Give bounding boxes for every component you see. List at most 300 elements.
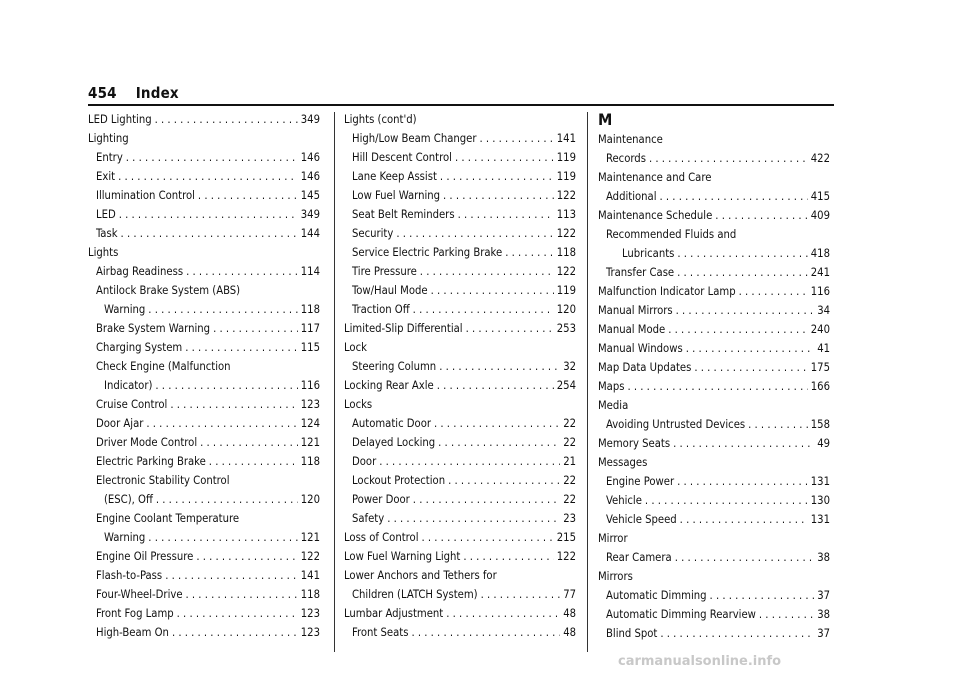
index-entry — [88, 205, 320, 224]
dot-leader — [186, 585, 298, 604]
dot-leader — [126, 148, 298, 167]
dot-leader — [694, 358, 807, 377]
index-column-1 — [88, 110, 320, 642]
entry-label: Warning — [104, 303, 146, 316]
page-ref: 215 — [556, 531, 576, 544]
page-ref: 144 — [300, 227, 320, 240]
index-entry — [344, 281, 576, 300]
index-heading — [344, 566, 576, 585]
index-entry — [598, 510, 830, 529]
entry-label: Illumination Control — [96, 189, 195, 202]
index-entry — [88, 414, 320, 433]
entry-label: Memory Seats — [598, 437, 671, 450]
dot-leader — [660, 187, 808, 206]
index-entry — [598, 472, 830, 491]
page-ref: 113 — [556, 208, 576, 221]
page-ref: 116 — [810, 285, 830, 298]
index-entry — [598, 415, 830, 434]
page-ref: 130 — [810, 494, 830, 507]
index-entry — [88, 110, 320, 129]
index-heading — [598, 567, 830, 586]
page-ref: 37 — [817, 589, 830, 602]
dot-leader — [198, 186, 298, 205]
page-ref: 116 — [300, 379, 320, 392]
entry-label: Low Fuel Warning — [352, 189, 441, 202]
index-entry — [598, 339, 830, 358]
column-divider — [334, 112, 335, 652]
dot-leader — [148, 300, 297, 319]
dot-leader — [379, 452, 560, 471]
entry-label: Charging System — [96, 341, 183, 354]
entry-label: Recommended Fluids and — [606, 228, 737, 241]
entry-label: Task — [96, 227, 118, 240]
index-entry — [344, 205, 576, 224]
index-entry — [88, 186, 320, 205]
entry-label: Door — [352, 455, 377, 468]
page-ref: 38 — [817, 608, 830, 621]
page-ref: 123 — [300, 626, 320, 639]
dot-leader — [440, 167, 554, 186]
index-entry — [344, 414, 576, 433]
index-entry — [598, 244, 830, 263]
page-ref: 121 — [300, 531, 320, 544]
index-entry — [598, 605, 830, 624]
index-entry — [88, 547, 320, 566]
index-entry — [344, 471, 576, 490]
entry-label: Driver Mode Control — [96, 436, 198, 449]
index-heading — [344, 338, 576, 357]
page-ref: 119 — [556, 170, 576, 183]
index-entry — [598, 301, 830, 320]
entry-label: Lights (cont'd) — [344, 113, 417, 126]
index-entry — [88, 338, 320, 357]
dot-leader — [677, 472, 808, 491]
entry-label: Flash-to-Pass — [96, 569, 163, 582]
dot-leader — [413, 300, 554, 319]
watermark: carmanualsonline.info — [618, 654, 782, 669]
entry-label: Messages — [598, 456, 648, 469]
dot-leader — [686, 339, 815, 358]
dot-leader — [420, 262, 554, 281]
index-entry — [88, 262, 320, 281]
entry-label: (ESC), Off — [104, 493, 153, 506]
index-entry — [344, 433, 576, 452]
page-ref: 49 — [817, 437, 830, 450]
entry-label: Cruise Control — [96, 398, 168, 411]
page-ref: 119 — [556, 284, 576, 297]
dot-leader — [177, 604, 298, 623]
dot-leader — [479, 129, 553, 148]
dot-leader — [413, 490, 560, 509]
dot-leader — [165, 566, 298, 585]
index-entry — [598, 548, 830, 567]
index-entry — [344, 186, 576, 205]
entry-label: LED Lighting — [88, 113, 152, 126]
dot-leader — [446, 604, 560, 623]
index-entry — [88, 585, 320, 604]
page-ref: 48 — [563, 626, 576, 639]
page-ref: 241 — [810, 266, 830, 279]
dot-leader — [422, 528, 554, 547]
dot-leader — [481, 585, 561, 604]
index-entry — [88, 319, 320, 338]
dot-leader — [458, 205, 554, 224]
index-entry — [598, 282, 830, 301]
page-ref: 131 — [810, 513, 830, 526]
dot-leader — [411, 623, 560, 642]
index-entry — [88, 623, 320, 642]
dot-leader — [185, 338, 298, 357]
dot-leader — [443, 186, 554, 205]
entry-label: Automatic Door — [352, 417, 432, 430]
index-entry — [344, 528, 576, 547]
page-ref: 118 — [300, 588, 320, 601]
index-heading — [598, 225, 830, 244]
dot-leader — [628, 377, 808, 396]
entry-label: Front Seats — [352, 626, 409, 639]
entry-label: Malfunction Indicator Lamp — [598, 285, 736, 298]
page-ref: 23 — [563, 512, 576, 525]
dot-leader — [119, 205, 298, 224]
page-ref: 145 — [300, 189, 320, 202]
index-entry — [344, 585, 576, 604]
index-entry — [344, 262, 576, 281]
index-entry — [88, 452, 320, 471]
index-entry — [344, 224, 576, 243]
page-ref: 141 — [556, 132, 576, 145]
index-entry — [598, 263, 830, 282]
index-entry — [598, 624, 830, 643]
dot-leader — [396, 224, 553, 243]
entry-label: Maintenance — [598, 133, 663, 146]
page-number: 454 — [88, 84, 117, 102]
page-ref: 120 — [300, 493, 320, 506]
index-entry — [344, 490, 576, 509]
dot-leader — [748, 415, 808, 434]
dot-leader — [677, 244, 807, 263]
index-entry — [88, 490, 320, 509]
index-entry — [598, 187, 830, 206]
entry-label: Tow/Haul Mode — [352, 284, 428, 297]
index-entry — [598, 434, 830, 453]
index-heading — [88, 509, 320, 528]
entry-label: Manual Mirrors — [598, 304, 673, 317]
index-entry — [344, 547, 576, 566]
entry-label: Maintenance and Care — [598, 171, 712, 184]
dot-leader — [660, 624, 814, 643]
index-heading — [598, 130, 830, 149]
page-ref: 115 — [300, 341, 320, 354]
page-ref: 122 — [556, 265, 576, 278]
column-divider — [587, 112, 588, 652]
entry-label: Locks — [344, 398, 373, 411]
dot-leader — [118, 167, 298, 186]
index-entry — [344, 357, 576, 376]
entry-label: Vehicle — [606, 494, 642, 507]
page-ref: 146 — [300, 170, 320, 183]
entry-label: Automatic Dimming — [606, 589, 707, 602]
dot-leader — [437, 376, 554, 395]
dot-leader — [466, 319, 554, 338]
dot-leader — [170, 395, 297, 414]
page-ref: 254 — [556, 379, 576, 392]
index-entry — [88, 148, 320, 167]
dot-leader — [387, 509, 560, 528]
index-heading — [88, 281, 320, 300]
page-header — [88, 84, 179, 102]
index-entry — [88, 433, 320, 452]
index-entry — [598, 358, 830, 377]
entry-label: Four-Wheel-Drive — [96, 588, 183, 601]
dot-leader — [434, 414, 560, 433]
dot-leader — [448, 471, 560, 490]
index-heading — [598, 453, 830, 472]
page-ref: 146 — [300, 151, 320, 164]
entry-label: Service Electric Parking Brake — [352, 246, 503, 259]
entry-label: Tire Pressure — [352, 265, 417, 278]
entry-label: Avoiding Untrusted Devices — [606, 418, 746, 431]
entry-label: Hill Descent Control — [352, 151, 452, 164]
page-ref: 253 — [556, 322, 576, 335]
dot-leader — [439, 357, 560, 376]
dot-leader — [505, 243, 554, 262]
dot-leader — [645, 491, 808, 510]
dot-leader — [146, 414, 297, 433]
entry-label: Manual Mode — [598, 323, 666, 336]
index-entry — [598, 377, 830, 396]
entry-label: Vehicle Speed — [606, 513, 677, 526]
index-heading — [598, 529, 830, 548]
index-entry — [344, 623, 576, 642]
dot-leader — [155, 110, 298, 129]
dot-leader — [148, 528, 297, 547]
entry-label: Security — [352, 227, 394, 240]
page-ref: 141 — [300, 569, 320, 582]
entry-label: Seat Belt Reminders — [352, 208, 455, 221]
entry-label: Engine Power — [606, 475, 675, 488]
index-entry — [344, 148, 576, 167]
index-entry — [344, 319, 576, 338]
entry-label: Door Ajar — [96, 417, 144, 430]
entry-label: Airbag Readiness — [96, 265, 184, 278]
page-ref: 119 — [556, 151, 576, 164]
page-ref: 175 — [810, 361, 830, 374]
dot-leader — [668, 320, 808, 339]
index-entry — [88, 167, 320, 186]
index-heading — [88, 357, 320, 376]
dot-leader — [759, 605, 814, 624]
entry-label: Records — [606, 152, 646, 165]
dot-leader — [172, 623, 298, 642]
index-entry — [344, 129, 576, 148]
page-ref: 158 — [810, 418, 830, 431]
page-ref: 122 — [556, 189, 576, 202]
dot-leader — [455, 148, 554, 167]
page-ref: 118 — [300, 303, 320, 316]
index-entry — [344, 509, 576, 528]
page-ref: 124 — [300, 417, 320, 430]
entry-label: Automatic Dimming Rearview — [606, 608, 756, 621]
entry-label: Media — [598, 399, 629, 412]
page-ref: 122 — [556, 550, 576, 563]
index-column-3 — [598, 110, 830, 643]
entry-label: Front Fog Lamp — [96, 607, 174, 620]
page-ref: 38 — [817, 551, 830, 564]
page-ref: 22 — [563, 417, 576, 430]
entry-label: Map Data Updates — [598, 361, 692, 374]
dot-leader — [200, 433, 298, 452]
page-ref: 422 — [810, 152, 830, 165]
entry-label: Engine Coolant Temperature — [96, 512, 240, 525]
dot-leader — [710, 586, 815, 605]
page-ref: 122 — [556, 227, 576, 240]
index-heading — [344, 110, 576, 129]
dot-leader — [680, 510, 808, 529]
index-entry — [344, 376, 576, 395]
page-ref: 166 — [810, 380, 830, 393]
dot-leader — [156, 490, 298, 509]
index-entry — [344, 167, 576, 186]
page-ref: 48 — [563, 607, 576, 620]
entry-label: Rear Camera — [606, 551, 672, 564]
page-ref: 77 — [563, 588, 576, 601]
entry-label: LED — [96, 208, 116, 221]
section-letter: M — [598, 110, 613, 129]
dot-leader — [676, 301, 815, 320]
page-ref: 118 — [556, 246, 576, 259]
dot-leader — [463, 547, 553, 566]
entry-label: Low Fuel Warning Light — [344, 550, 461, 563]
entry-label: Indicator) — [104, 379, 153, 392]
dot-leader — [213, 319, 298, 338]
index-entry — [598, 206, 830, 225]
entry-label: Brake System Warning — [96, 322, 211, 335]
dot-leader — [186, 262, 298, 281]
entry-label: Blind Spot — [606, 627, 658, 640]
page-ref: 123 — [300, 607, 320, 620]
index-entry — [88, 224, 320, 243]
entry-label: Exit — [96, 170, 116, 183]
entry-label: Traction Off — [352, 303, 410, 316]
entry-label: Lumbar Adjustment — [344, 607, 444, 620]
entry-label: Lock — [344, 341, 367, 354]
page-ref: 121 — [300, 436, 320, 449]
entry-label: Lighting — [88, 132, 129, 145]
entry-label: Additional — [606, 190, 657, 203]
entry-label: Lights — [88, 246, 119, 259]
page-ref: 123 — [300, 398, 320, 411]
entry-label: High/Low Beam Changer — [352, 132, 477, 145]
index-entry — [88, 604, 320, 623]
index-entry — [88, 300, 320, 319]
page-ref: 240 — [810, 323, 830, 336]
page-ref: 37 — [817, 627, 830, 640]
dot-leader — [209, 452, 298, 471]
index-heading — [88, 471, 320, 490]
dot-leader — [121, 224, 298, 243]
page-ref: 122 — [300, 550, 320, 563]
dot-leader — [675, 548, 815, 567]
dot-leader — [673, 434, 814, 453]
entry-label: Electric Parking Brake — [96, 455, 206, 468]
entry-label: Lubricants — [622, 247, 675, 260]
entry-label: Lower Anchors and Tethers for — [344, 569, 497, 582]
dot-leader — [677, 263, 808, 282]
dot-leader — [438, 433, 560, 452]
entry-label: Maps — [598, 380, 625, 393]
page-ref: 418 — [810, 247, 830, 260]
dot-leader — [739, 282, 808, 301]
page-title: Index — [135, 84, 179, 102]
entry-label: High-Beam On — [96, 626, 169, 639]
index-entry — [344, 452, 576, 471]
page-ref: 21 — [563, 455, 576, 468]
page-ref: 41 — [817, 342, 830, 355]
index-entry — [598, 491, 830, 510]
page-ref: 32 — [563, 360, 576, 373]
index-entry — [344, 243, 576, 262]
index-entry — [88, 376, 320, 395]
page-ref: 22 — [563, 436, 576, 449]
index-entry — [88, 528, 320, 547]
dot-leader — [649, 149, 808, 168]
index-entry — [598, 586, 830, 605]
index-heading — [344, 395, 576, 414]
entry-label: Mirrors — [598, 570, 633, 583]
page-ref: 120 — [556, 303, 576, 316]
index-heading — [598, 396, 830, 415]
dot-leader — [715, 206, 807, 225]
dot-leader — [431, 281, 554, 300]
index-heading — [598, 168, 830, 187]
entry-label: Limited-Slip Differential — [344, 322, 463, 335]
page-ref: 114 — [300, 265, 320, 278]
entry-label: Engine Oil Pressure — [96, 550, 194, 563]
entry-label: Antilock Brake System (ABS) — [96, 284, 241, 297]
index-heading — [88, 129, 320, 148]
entry-label: Loss of Control — [344, 531, 419, 544]
page-ref: 22 — [563, 493, 576, 506]
index-entry — [344, 300, 576, 319]
entry-label: Electronic Stability Control — [96, 474, 230, 487]
index-entry — [344, 604, 576, 623]
entry-label: Lockout Protection — [352, 474, 446, 487]
entry-label: Safety — [352, 512, 385, 525]
entry-label: Power Door — [352, 493, 410, 506]
index-entry — [88, 566, 320, 585]
entry-label: Entry — [96, 151, 123, 164]
page-ref: 131 — [810, 475, 830, 488]
page-ref: 349 — [300, 113, 320, 126]
entry-label: Transfer Case — [606, 266, 675, 279]
entry-label: Steering Column — [352, 360, 437, 373]
entry-label: Delayed Locking — [352, 436, 436, 449]
header-rule — [88, 104, 834, 106]
entry-label: Warning — [104, 531, 146, 544]
page-ref: 349 — [300, 208, 320, 221]
index-entry — [598, 149, 830, 168]
page-ref: 118 — [300, 455, 320, 468]
dot-leader — [155, 376, 297, 395]
entry-label: Locking Rear Axle — [344, 379, 434, 392]
page-ref: 415 — [810, 190, 830, 203]
index-entry — [88, 395, 320, 414]
entry-label: Children (LATCH System) — [352, 588, 478, 601]
entry-label: Lane Keep Assist — [352, 170, 437, 183]
entry-label: Check Engine (Malfunction — [96, 360, 231, 373]
page-ref: 117 — [300, 322, 320, 335]
dot-leader — [196, 547, 297, 566]
